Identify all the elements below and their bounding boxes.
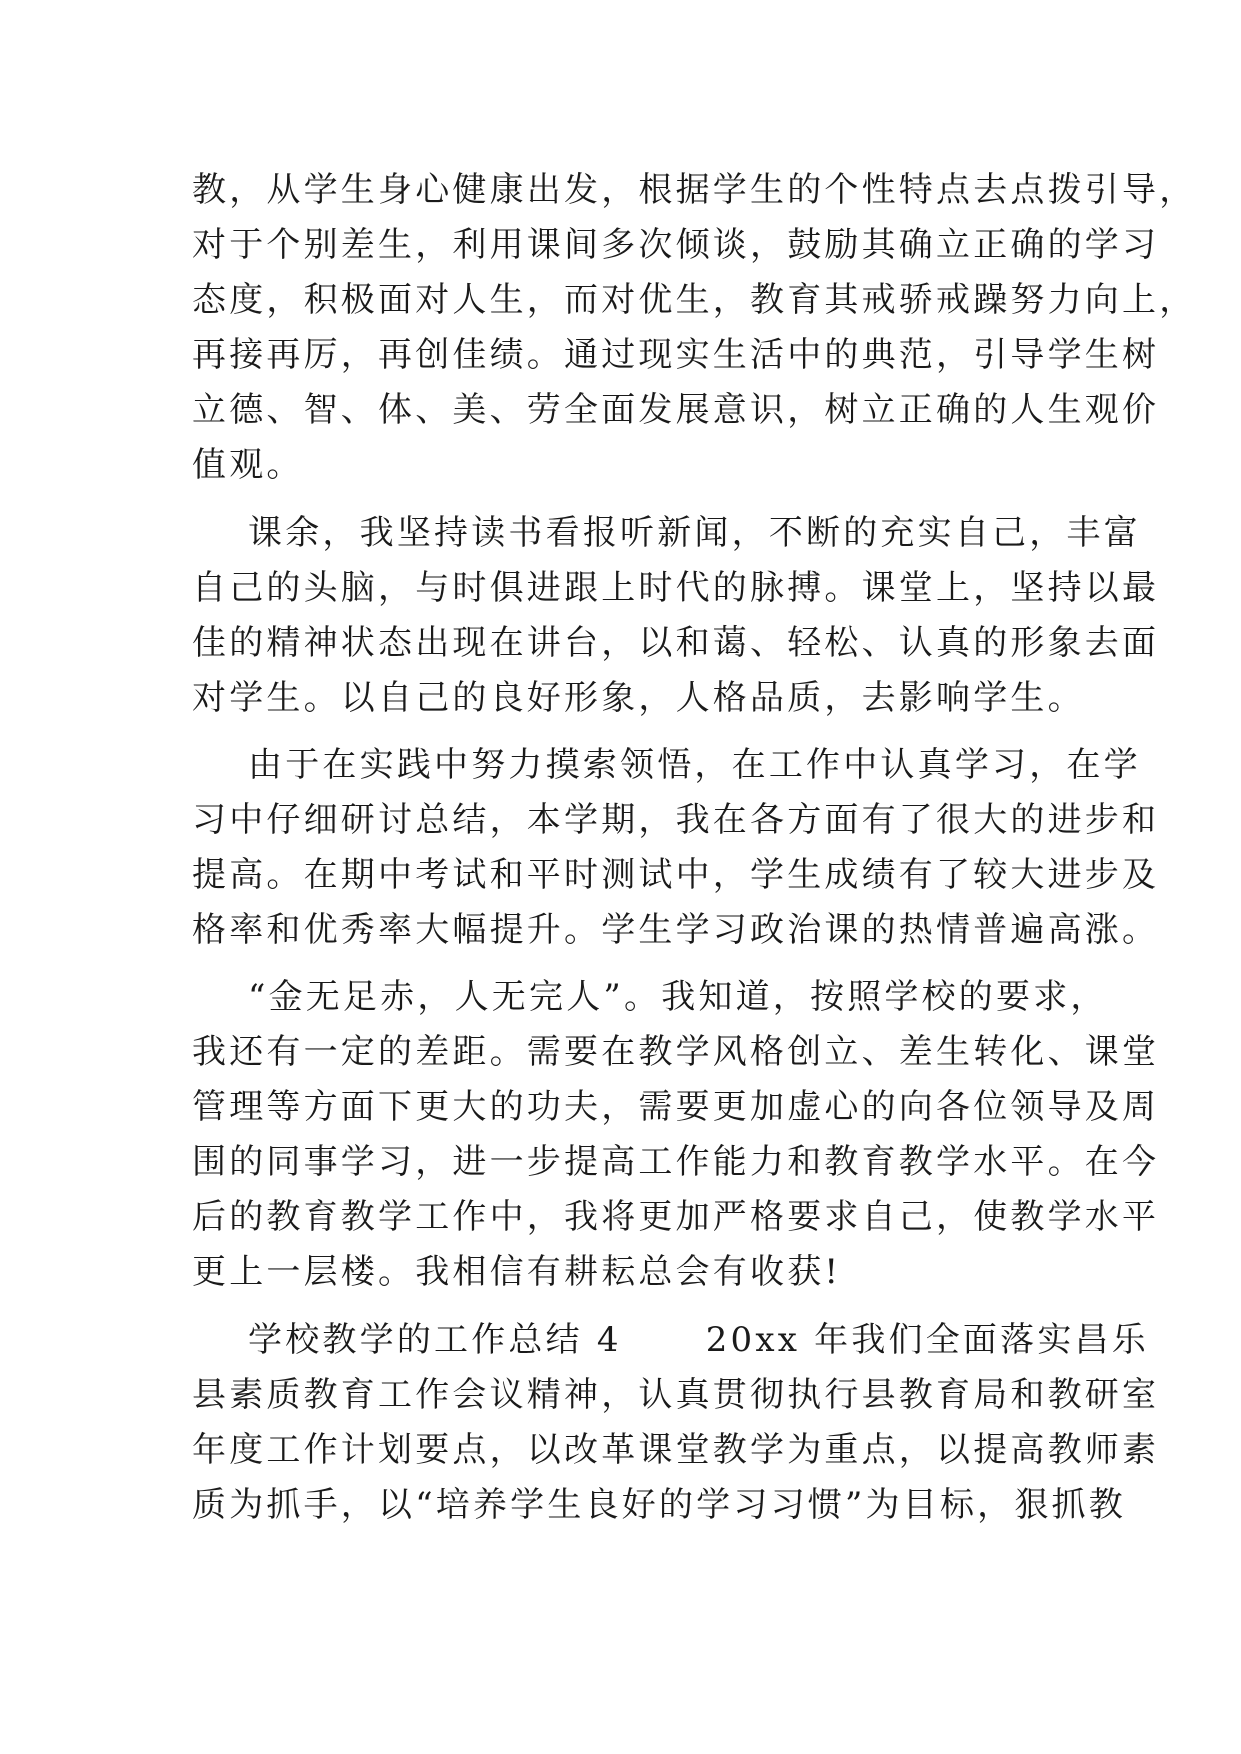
text-line: 围的同事学习，进一步提高工作能力和教育教学水平。在今 <box>192 1142 1160 1182</box>
text-line: 更上一层楼。我相信有耕耘总会有收获! <box>192 1252 842 1292</box>
text-line: 课余，我坚持读书看报听新闻，不断的充实自己，丰富 <box>192 513 1141 553</box>
text-line: 管理等方面下更大的功夫，需要更加虚心的向各位领导及周 <box>192 1087 1160 1127</box>
text-line: 提高。在期中考试和平时测试中，学生成绩有了较大进步及 <box>192 855 1160 895</box>
text-line: 年度工作计划要点，以改革课堂教学为重点，以提高教师素 <box>192 1430 1160 1470</box>
text-line: 值观。 <box>192 445 304 485</box>
text-line: 再接再厉，再创佳绩。通过现实生活中的典范，引导学生树 <box>192 335 1160 375</box>
text-line: 佳的精神状态出现在讲台，以和蔼、轻松、认真的形象去面 <box>192 623 1160 663</box>
text-line: 学校教学的工作总结 4 20xx 年我们全面落实昌乐 <box>192 1320 1149 1360</box>
text-line: 对于个别差生，利用课间多次倾谈，鼓励其确立正确的学习 <box>192 225 1160 265</box>
text-line: 自己的头脑，与时俱进跟上时代的脉搏。课堂上，坚持以最 <box>192 568 1160 608</box>
text-line: 习中仔细研讨总结，本学期，我在各方面有了很大的进步和 <box>192 800 1160 840</box>
text-line: “金无足赤，人无完人”。我知道，按照学校的要求， <box>192 977 1108 1017</box>
text-line: 我还有一定的差距。需要在教学风格创立、差生转化、课堂 <box>192 1032 1160 1072</box>
text-line: 立德、智、体、美、劳全面发展意识，树立正确的人生观价 <box>192 390 1160 430</box>
text-line: 后的教育教学工作中，我将更加严格要求自己，使教学水平 <box>192 1197 1160 1237</box>
text-line: 教，从学生身心健康出发，根据学生的个性特点去点拨引导， <box>192 170 1197 210</box>
text-line: 质为抓手，以“培养学生良好的学习习惯”为目标，狠抓教 <box>192 1485 1126 1525</box>
text-line: 对学生。以自己的良好形象，人格品质，去影响学生。 <box>192 678 1085 718</box>
text-line: 由于在实践中努力摸索领悟，在工作中认真学习，在学 <box>192 745 1141 785</box>
text-line: 格率和优秀率大幅提升。学生学习政治课的热情普遍高涨。 <box>192 910 1160 950</box>
text-line: 县素质教育工作会议精神，认真贯彻执行县教育局和教研室 <box>192 1375 1160 1415</box>
text-line: 态度，积极面对人生，而对优生，教育其戒骄戒躁努力向上， <box>192 280 1197 320</box>
